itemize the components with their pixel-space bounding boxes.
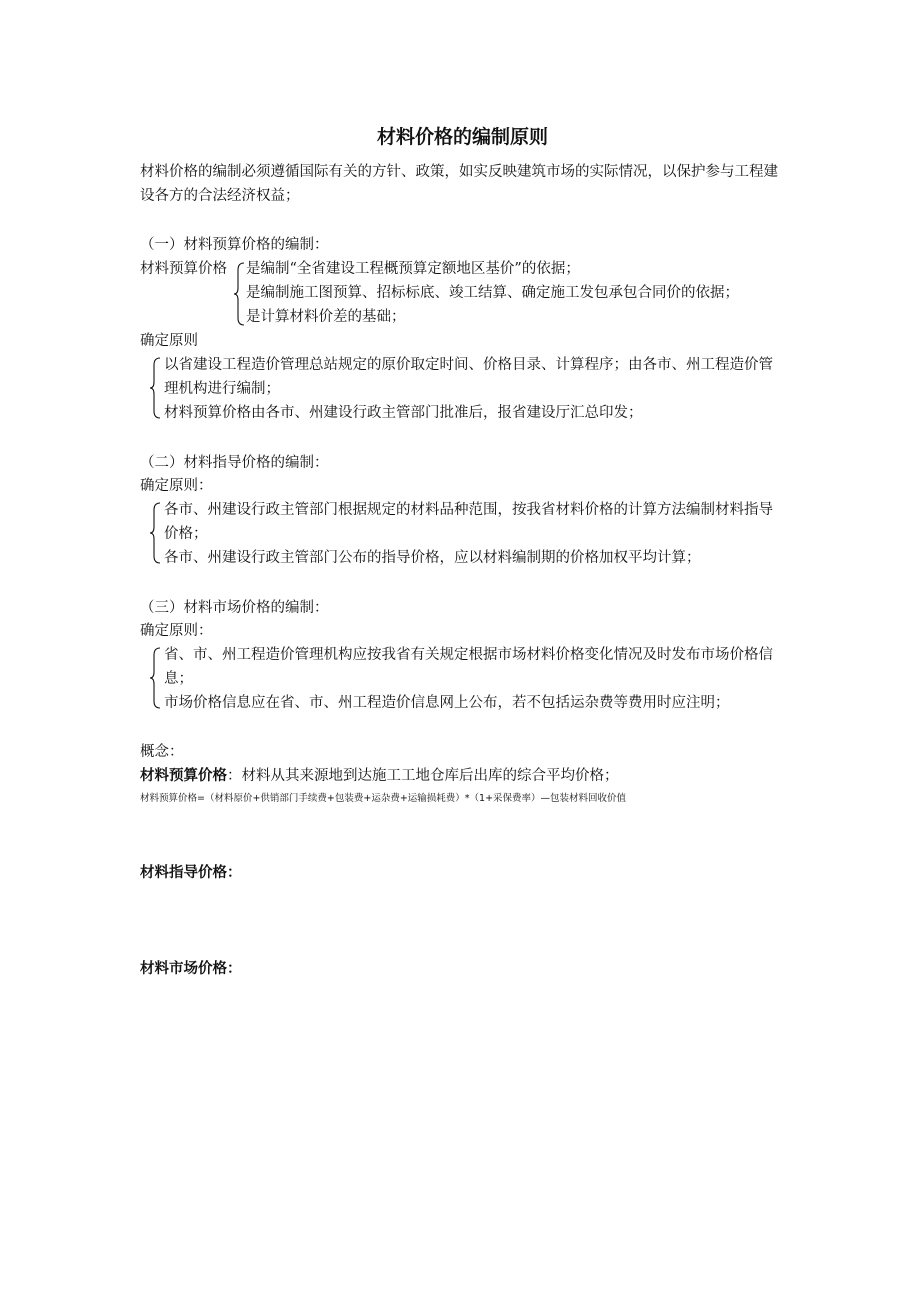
budget-price-term: 材料预算价格 xyxy=(140,768,227,784)
section1-item: 是计算材料价差的基础； xyxy=(246,309,406,325)
section3-principle-label: 确定原则： xyxy=(140,623,213,639)
section1-heading: （一）材料预算价格的编制： xyxy=(140,237,329,253)
section1-principle: 材料预算价格由各市、州建设行政主管部门批准后，报省建设厅汇总印发； xyxy=(164,405,643,421)
brace-icon xyxy=(150,647,162,709)
section3-principle: 市场价格信息应在省、市、州工程造价信息网上公布，若不包括运杂费等费用时应注明； xyxy=(164,695,730,711)
budget-price-definition xyxy=(140,764,619,788)
guide-price-term: 材料指导价格： xyxy=(140,865,242,881)
brace-icon xyxy=(150,502,162,564)
brace-icon xyxy=(234,262,246,326)
budget-price-formula: 材料预算价格=（材料原价+供销部门手续费+包装费+运杂费+运输损耗费）*（1+采保费率）—包装材料回收价值 xyxy=(140,793,627,804)
section2-principle-label: 确定原则： xyxy=(140,478,213,494)
section2-principle: 各市、州建设行政主管部门公布的指导价格，应以材料编制期的价格加权平均计算； xyxy=(164,550,701,566)
section1-label: 材料预算价格 xyxy=(140,261,227,277)
section2-principle: 各市、州建设行政主管部门根据规定的材料品种范围，按我省材料价格的计算方法编制材料指导价格； xyxy=(164,502,773,542)
section1-principle-label: 确定原则 xyxy=(140,333,198,349)
section1-principle: 以省建设工程造价管理总站规定的原价取定时间、价格目录、计算程序；由各市、州工程造价管理机构进行编制； xyxy=(164,357,773,397)
section1-item: 是编制“全省建设工程概预算定额地区基价”的依据； xyxy=(246,261,580,277)
budget-price-text: ：材料从其来源地到达施工工地仓库后出库的综合平均价格； xyxy=(227,768,619,784)
brace-icon xyxy=(150,357,162,419)
section2-heading: （二）材料指导价格的编制： xyxy=(140,455,329,471)
section3-principle: 省、市、州工程造价管理机构应按我省有关规定根据市场材料价格变化情况及时发布市场价格信息； xyxy=(164,647,773,687)
page-title: 材料价格的编制原则 xyxy=(376,126,548,148)
section1-item: 是编制施工图预算、招标标底、竣工结算、确定施工发包承包合同价的依据； xyxy=(246,285,739,301)
section3-heading: （三）材料市场价格的编制： xyxy=(140,600,329,616)
market-price-term: 材料市场价格： xyxy=(140,961,242,977)
intro-paragraph: 材料价格的编制必须遵循国际有关的方针、政策，如实反映建筑市场的实际情况，以保护参与工程建设各方的合法经济权益； xyxy=(140,164,778,204)
concepts-label: 概念： xyxy=(140,744,184,760)
